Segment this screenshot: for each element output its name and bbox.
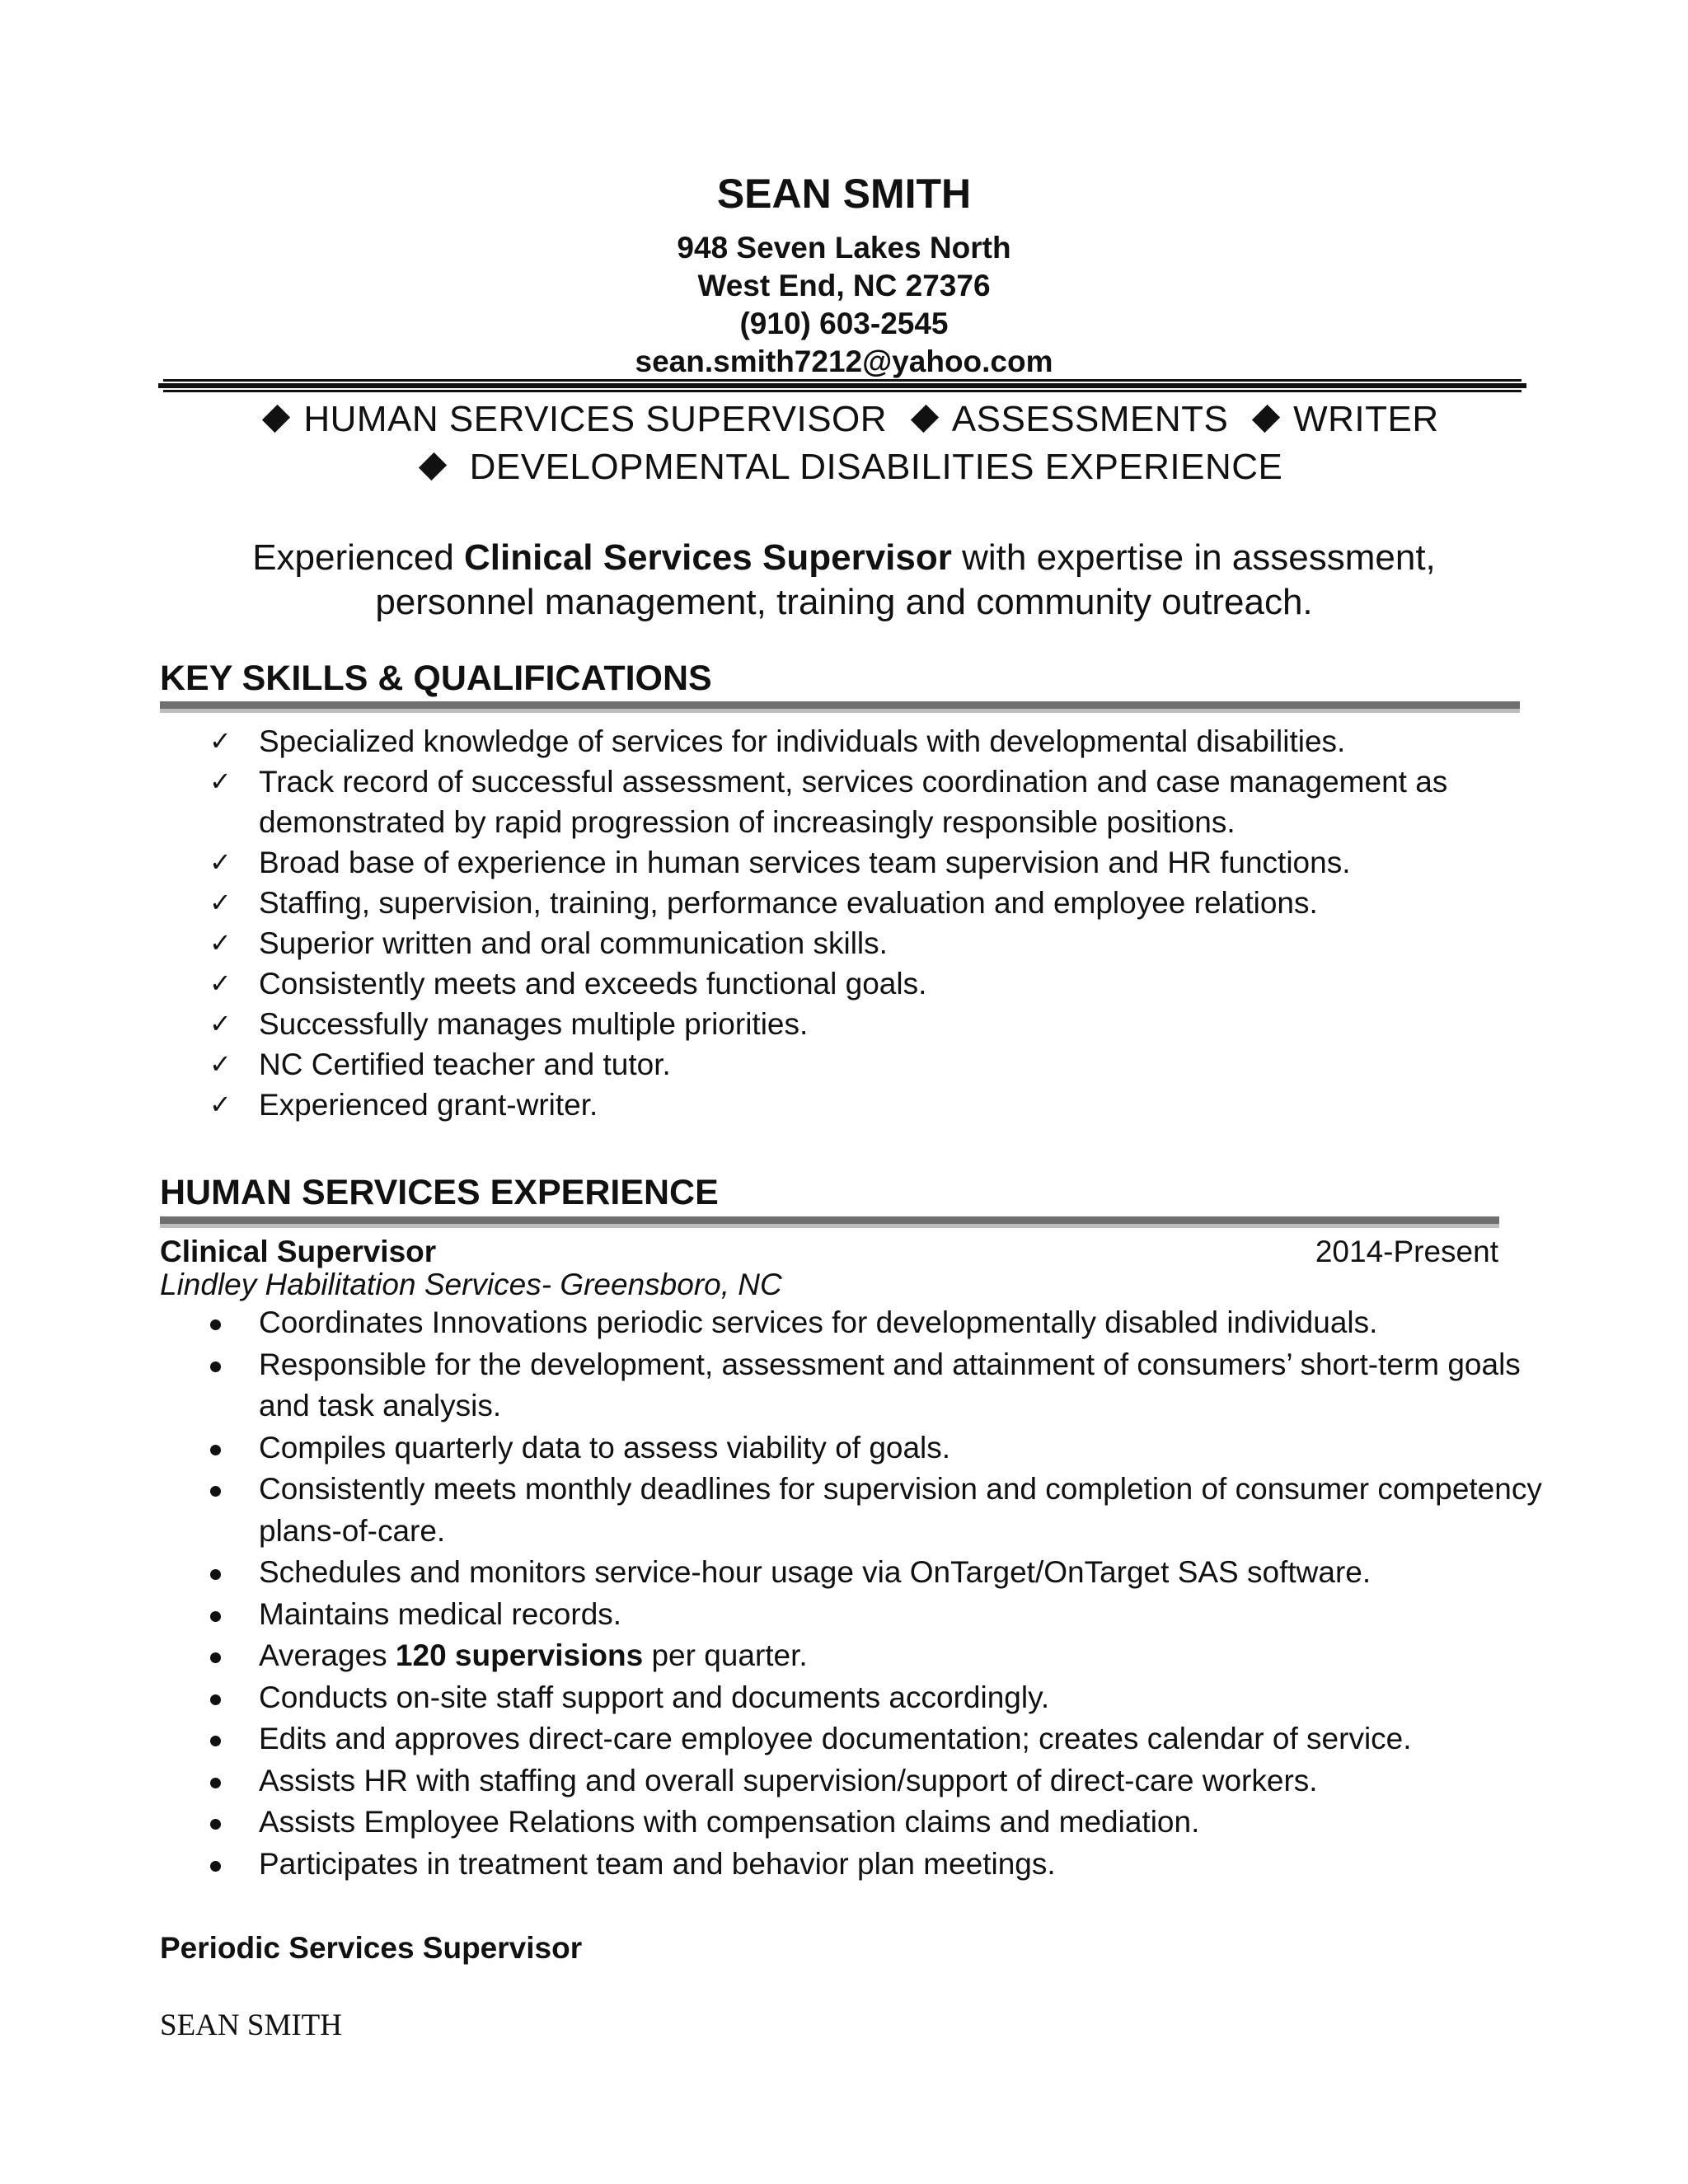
list-item: ✓ Superior written and oral communication skills. [0, 923, 1688, 963]
phone-number: (910) 603-2545 [739, 307, 949, 340]
list-item: Responsible for the development, assessment and attainment of consumers’ short-term goals and task analysis. [0, 1344, 1688, 1427]
bullet-icon [210, 1778, 221, 1788]
diamond-icon [262, 405, 290, 433]
bullet-icon [210, 1736, 221, 1746]
list-item: ✓ Consistently meets and exceeds functional goals. [0, 963, 1688, 1004]
contact-block [0, 229, 1688, 381]
job-organization: Lindley Habilitation Services- Greensboro, NC [160, 1268, 782, 1301]
bullet-icon [210, 1694, 221, 1705]
list-item: Edits and approves direct-care employee documentation; creates calendar of service. [0, 1718, 1688, 1760]
bullet-icon [210, 1819, 221, 1830]
address-line-1: 948 Seven Lakes North [677, 231, 1011, 265]
list-item: Assists HR with staffing and overall supervision/support of direct-care workers. [0, 1760, 1688, 1802]
skills-list [0, 721, 1688, 1125]
list-item: ✓ Successfully manages multiple priorities. [0, 1004, 1688, 1044]
bullet-icon [210, 1319, 221, 1330]
bullet-icon [210, 1569, 221, 1580]
check-icon: ✓ [209, 968, 232, 999]
list-item: ✓ Specialized knowledge of services for individuals with developmental disabilities. [0, 721, 1688, 762]
summary-text: Experienced [252, 537, 465, 578]
section-divider [160, 1216, 1499, 1228]
list-item: ✓ Staffing, supervision, training, performance evaluation and employee relations. [0, 883, 1688, 923]
check-icon: ✓ [209, 1089, 232, 1120]
diamond-icon [418, 452, 446, 480]
check-icon: ✓ [209, 887, 232, 918]
headline-item: WRITER [1293, 399, 1439, 439]
section-title-skills: KEY SKILLS & QUALIFICATIONS [160, 658, 712, 698]
list-item: Averages 120 supervisions per quarter. [0, 1635, 1688, 1677]
candidate-name: SEAN SMITH [716, 171, 972, 217]
bullet-icon [210, 1861, 221, 1872]
check-icon: ✓ [209, 1048, 232, 1080]
bullet-icon [210, 1652, 221, 1663]
check-icon: ✓ [209, 846, 232, 878]
header-divider [158, 379, 1526, 392]
bullet-icon [210, 1361, 221, 1372]
list-item: ✓ NC Certified teacher and tutor. [0, 1044, 1688, 1085]
list-item: ✓ Broad base of experience in human services team supervision and HR functions. [0, 842, 1688, 883]
professional-summary [0, 536, 1688, 625]
check-icon: ✓ [209, 1008, 232, 1039]
headline-item: ASSESSMENTS [951, 399, 1229, 439]
list-item: Consistently meets monthly deadlines for supervision and completion of consumer competency plans-of-care. [0, 1469, 1688, 1552]
headline-item: DEVELOPMENTAL DISABILITIES EXPERIENCE [469, 447, 1283, 487]
job-duties-list [0, 1302, 1688, 1885]
summary-text: personnel management, training and community outreach. [375, 582, 1313, 622]
section-title-experience: HUMAN SERVICES EXPERIENCE [160, 1173, 719, 1212]
summary-emphasis: Clinical Services Supervisor [464, 537, 952, 578]
bullet-icon [210, 1445, 221, 1455]
list-item: Participates in treatment team and behavior plan meetings. [0, 1844, 1688, 1886]
list-item: Assists Employee Relations with compensation claims and mediation. [0, 1802, 1688, 1844]
section-divider [160, 701, 1520, 713]
address-line-2: West End, NC 27376 [697, 269, 991, 302]
bullet-icon [210, 1486, 221, 1497]
diamond-icon [1252, 405, 1280, 433]
list-item: Conducts on-site staff support and documents accordingly. [0, 1677, 1688, 1719]
footer-name: SEAN SMITH [160, 2008, 342, 2042]
check-icon: ✓ [209, 927, 232, 958]
check-icon: ✓ [209, 766, 232, 797]
list-item: Coordinates Innovations periodic services for developmentally disabled individuals. [0, 1302, 1688, 1344]
list-item: ✓ Track record of successful assessment, services coordination and case management as demonstrated by rapid progression of increasingly responsible positions. [0, 762, 1688, 842]
job-title: Clinical Supervisor [160, 1235, 437, 1268]
check-icon: ✓ [209, 725, 232, 757]
job-dates: 2014-Present [1315, 1235, 1498, 1268]
list-item: Maintains medical records. [0, 1594, 1688, 1636]
bullet-icon [210, 1611, 221, 1622]
list-item: Schedules and monitors service-hour usage via OnTarget/OnTarget SAS software. [0, 1552, 1688, 1594]
headline-keywords [0, 396, 1688, 491]
headline-item: HUMAN SERVICES SUPERVISOR [303, 399, 888, 439]
job-title: Periodic Services Supervisor [160, 1931, 583, 1965]
diamond-icon [911, 405, 939, 433]
summary-text: with expertise in assessment, [951, 537, 1436, 578]
list-item: ✓ Experienced grant-writer. [0, 1085, 1688, 1125]
list-item: Compiles quarterly data to assess viability of goals. [0, 1427, 1688, 1469]
email-address: sean.smith7212@yahoo.com [635, 344, 1053, 378]
